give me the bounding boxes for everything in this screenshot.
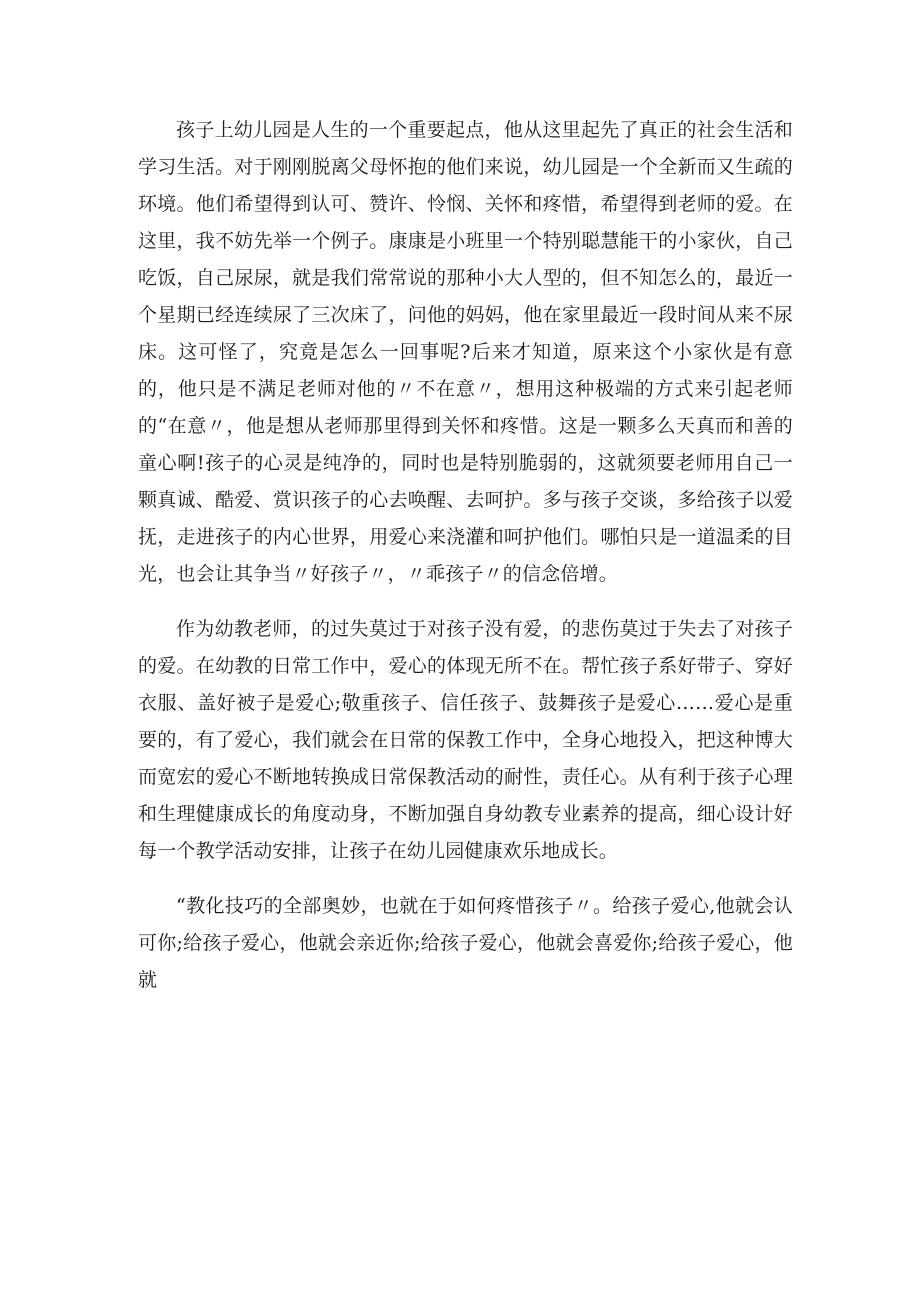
paragraph-1: 孩子上幼儿园是人生的一个重要起点，他从这里起先了真正的社会生活和学习生活。对于刚刚脱离父母怀抱的他们来说，幼儿园是一个全新而又生疏的环境。他们希望得到认可、赞许、怜悯、关怀和疼惜，希望得到老师的爱。在这里，我不妨先举一个例子。康康是小班里一个特别聪慧能干的小家伙，自己吃饭，自己尿尿，就是我们常常说的那种小大人型的，但不知怎么的，最近一个星期已经连续尿了三次床了，问他的妈妈，他在家里最近一段时间从来不尿床。这可怪了，究竟是怎么一回事呢?后来才知道，原来这个小家伙是有意的，他只是不满足老师对他的〃不在意〃，想用这种极端的方式来引起老师的“在意〃，他是想从老师那里得到关怀和疼惜。这是一颗多么天真而和善的童心啊!孩子的心灵是纯净的，同时也是特别脆弱的，这就须要老师用自己一颗真诚、酷爱、赏识孩子的心去唤醒、去呵护。多与孩子交谈，多给孩子以爱抚，走进孩子的内心世界，用爱心来浇灌和呵护他们。哪怕只是一道温柔的目光，也会让其争当〃好孩子〃，〃乖孩子〃的信念倍增。 bbox=[138, 119, 793, 585]
paragraph-2: 作为幼教老师，的过失莫过于对孩子没有爱，的悲伤莫过于失去了对孩子的爱。在幼教的日常工作中，爱心的体现无所不在。帮忙孩子系好带子、穿好衣服、盖好被子是爱心;敬重孩子、信任孩子、鼓舞孩子是爱心……爱心是重要的，有了爱心，我们就会在日常的保教工作中，全身心地投入，把这种博大而宽宏的爱心不断地转换成日常保教活动的耐性，责任心。从有利于孩子心理和生理健康成长的角度动身，不断加强自身幼教专业素养的提高，细心设计好每一个教学活动安排，让孩子在幼儿园健康欢乐地成长。 bbox=[138, 618, 793, 862]
paragraph-3: “教化技巧的全部奥妙，也就在于如何疼惜孩子〃。给孩子爱心,他就会认可你;给孩子爱心，他就会亲近你;给孩子爱心，他就会喜爱你;给孩子爱心，他就 bbox=[138, 895, 793, 991]
document-body bbox=[138, 112, 793, 1017]
